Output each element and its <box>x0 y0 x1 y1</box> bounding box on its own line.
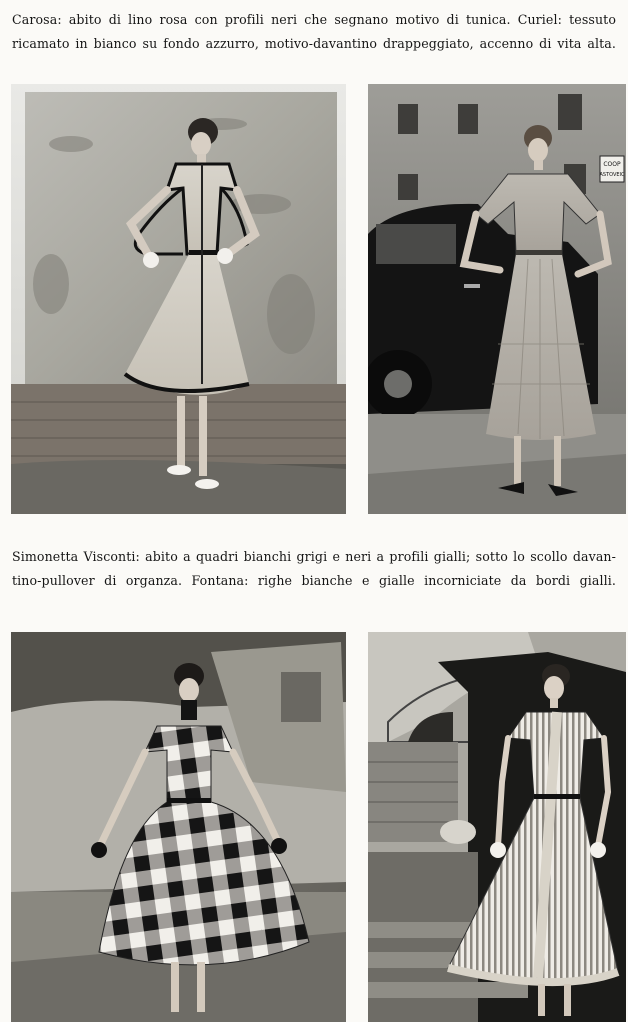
coop-sign-line-2: ASTOVEIC <box>599 172 625 178</box>
caption-bottom-line-2: tino-pullover di organza. Fontana: righe bianche e gialle incorniciate da bordi gialli. <box>12 573 616 588</box>
coop-sign-line-1: COOP <box>603 161 621 168</box>
photo-fontana-dress <box>368 632 626 1022</box>
caption-top <box>12 8 616 56</box>
photo-carosa-dress <box>11 84 346 514</box>
caption-bottom-line-1: Simonetta Visconti: abito a quadri bianchi grigi e neri a profili gialli; sotto lo scollo davan- <box>12 549 616 564</box>
caption-bottom <box>12 545 616 593</box>
photo-simonetta-visconti-dress <box>11 632 346 1022</box>
caption-top-line-1: Carosa: abito di lino rosa con profili neri che segnano motivo di tunica. Curiel: tessuto <box>12 12 616 27</box>
photo-curiel-dress <box>368 84 626 514</box>
caption-top-line-2: ricamato in bianco su fondo azzurro, motivo-davantino drappeggiato, accenno di vita alta. <box>12 36 616 51</box>
